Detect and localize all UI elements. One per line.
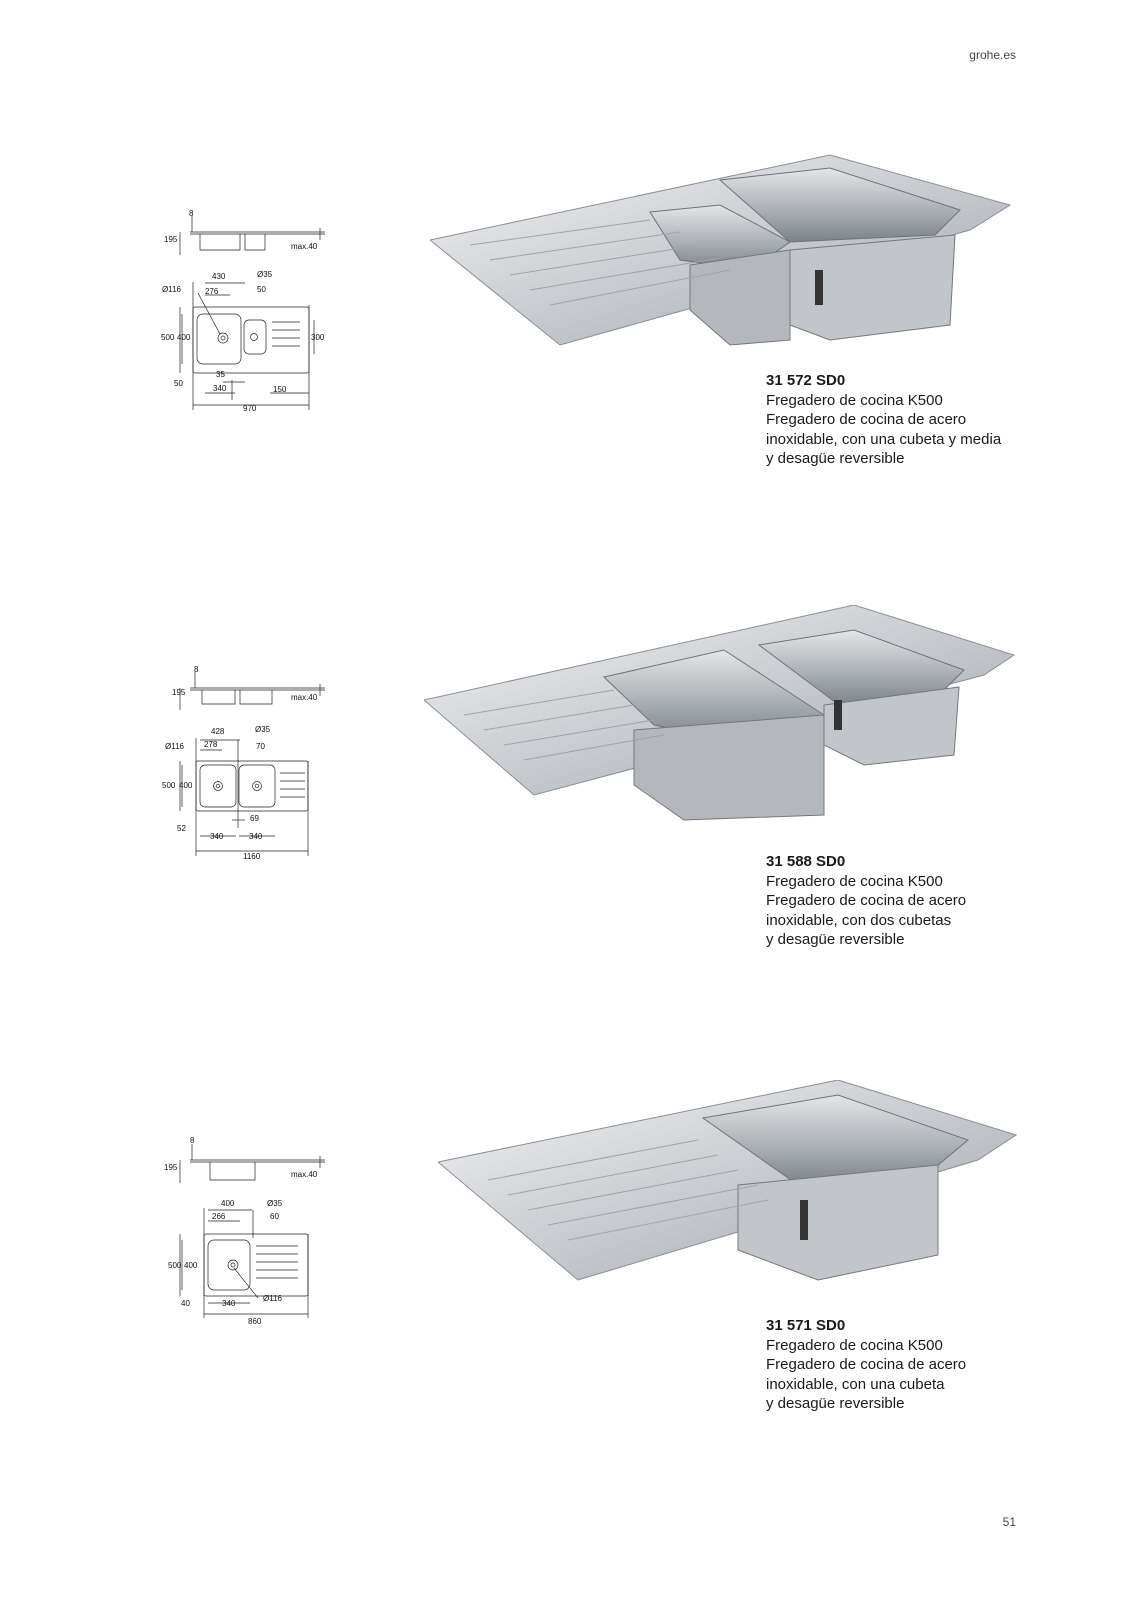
dim-max40: max.40 <box>291 242 318 251</box>
dim-400b: 400 <box>184 1261 198 1270</box>
product-name: Fregadero de cocina K500 <box>766 1336 943 1354</box>
product-code: 31 572 SD0 <box>766 372 846 389</box>
product-code: 31 571 SD0 <box>766 1317 846 1334</box>
dim-8: 8 <box>189 209 194 218</box>
dim-1160: 1160 <box>243 852 261 861</box>
dim-50: 50 <box>257 285 266 294</box>
dim-40: 40 <box>181 1299 190 1308</box>
dim-diameter-35: Ø35 <box>267 1199 283 1208</box>
dim-970: 970 <box>243 404 257 413</box>
dim-150: 150 <box>273 385 287 394</box>
site-url[interactable]: grohe.es <box>969 48 1016 62</box>
dim-340b: 340 <box>249 832 263 841</box>
dim-195: 195 <box>164 235 178 244</box>
dim-69: 69 <box>250 814 259 823</box>
dim-70: 70 <box>256 742 265 751</box>
dim-266: 266 <box>212 1212 226 1221</box>
dim-diameter-116: Ø116 <box>162 285 181 294</box>
description-line: y desagüe reversible <box>766 1395 905 1412</box>
dim-8: 8 <box>194 665 199 674</box>
product-description-31572 <box>766 371 1036 469</box>
dim-430: 430 <box>212 272 226 281</box>
dim-278: 278 <box>204 740 218 749</box>
technical-drawing-31571 <box>160 1138 330 1348</box>
product-photo-31588 <box>424 605 1022 830</box>
dim-500: 500 <box>168 1261 182 1270</box>
product-description-31571 <box>766 1316 1036 1414</box>
dim-276: 276 <box>205 287 219 296</box>
product-name: Fregadero de cocina K500 <box>766 872 943 890</box>
dim-340: 340 <box>213 384 227 393</box>
description-line: y desagüe reversible <box>766 450 905 467</box>
dim-428: 428 <box>211 727 225 736</box>
product-photo-31572 <box>430 150 1020 360</box>
dim-diameter-35: Ø35 <box>255 725 271 734</box>
description-line: y desagüe reversible <box>766 931 905 948</box>
dim-400: 400 <box>177 333 191 342</box>
dim-8: 8 <box>190 1136 195 1145</box>
technical-drawing-31572 <box>160 210 330 430</box>
dim-400: 400 <box>221 1199 235 1208</box>
dim-340: 340 <box>222 1299 236 1308</box>
product-code: 31 588 SD0 <box>766 853 846 870</box>
technical-drawing-31588 <box>160 665 330 878</box>
dim-300: 300 <box>311 333 325 342</box>
description-line: inoxidable, con dos cubetas <box>766 911 952 929</box>
dim-195: 195 <box>164 1163 178 1172</box>
dim-diameter-116: Ø116 <box>263 1294 282 1303</box>
page-number: 51 <box>1002 1515 1016 1529</box>
dim-60: 60 <box>270 1212 279 1221</box>
product-description-31588 <box>766 852 1036 950</box>
description-line: inoxidable, con una cubeta <box>766 1375 945 1393</box>
dim-diameter-116: Ø116 <box>165 742 184 751</box>
dim-500: 500 <box>162 781 176 790</box>
dim-50b: 50 <box>174 379 183 388</box>
dim-195: 195 <box>172 688 186 697</box>
dim-500: 500 <box>161 333 175 342</box>
description-line: Fregadero de cocina de acero <box>766 1356 967 1373</box>
description-line: Fregadero de cocina de acero <box>766 892 967 909</box>
product-name: Fregadero de cocina K500 <box>766 391 943 409</box>
product-photo-31571 <box>438 1080 1026 1302</box>
dim-35: 35 <box>216 370 225 379</box>
dim-max40: max.40 <box>291 1170 318 1179</box>
dim-52: 52 <box>177 824 186 833</box>
description-line: inoxidable, con una cubeta y media <box>766 430 1002 448</box>
dim-diameter-35: Ø35 <box>257 270 273 279</box>
dim-400: 400 <box>179 781 193 790</box>
dim-max40: max.40 <box>291 693 318 702</box>
dim-860: 860 <box>248 1317 262 1326</box>
dim-340a: 340 <box>210 832 224 841</box>
description-line: Fregadero de cocina de acero <box>766 411 967 428</box>
